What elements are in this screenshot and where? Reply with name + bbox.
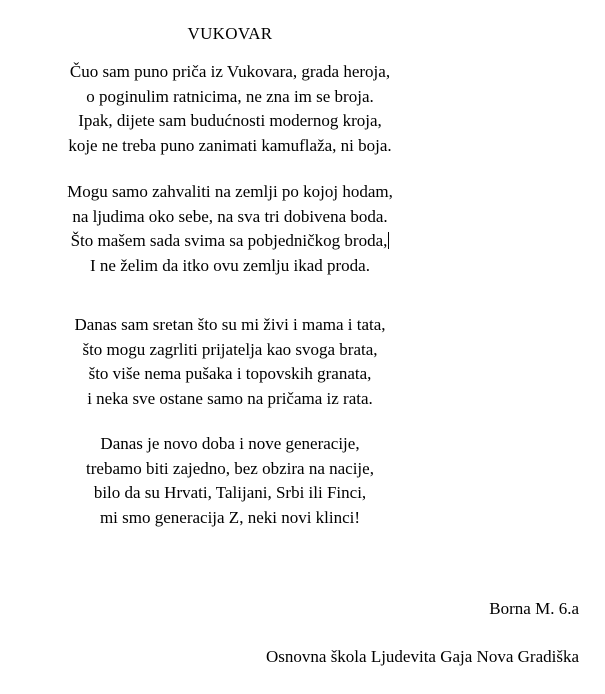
poem-line: Danas je novo doba i nove generacije, (100, 434, 360, 453)
stanza-4 (0, 432, 460, 530)
poem-line: što više nema pušaka i topovskih granata, (88, 364, 372, 383)
poem-line: koje ne treba puno zanimati kamuflaža, ni boja. (68, 135, 392, 155)
poem-line-with-cursor[interactable] (0, 229, 460, 254)
poem-line: mi smo generacija Z, neki novi klinci! (99, 507, 361, 527)
poem-line: Mogu samo zahvaliti na zemlji po kojoj hodam, (67, 182, 393, 201)
poem-line: na ljudima oko sebe, na sva tri dobivena boda. (72, 206, 388, 226)
stanza-3 (0, 313, 460, 411)
author-signature: Borna M. 6.a (489, 599, 579, 618)
poem-line: Danas sam sretan što su mi živi i mama i tata, (74, 315, 386, 334)
stanza-1 (0, 60, 460, 158)
poem-line: bilo da su Hrvati, Talijani, Srbi ili Finci, (93, 483, 367, 502)
poem-line: o poginulim ratnicima, ne zna im se broja. (86, 86, 374, 106)
stanza-2 (0, 180, 460, 278)
poem-line: što mogu zagrliti prijatelja kao svoga brata, (82, 339, 378, 359)
poem-title: VUKOVAR (187, 24, 273, 43)
text-cursor (388, 232, 389, 249)
poem-line: i neka sve ostane samo na pričama iz rata. (87, 388, 373, 408)
poem-line: Čuo sam puno priča iz Vukovara, grada heroja, (69, 62, 391, 81)
poem-line: I ne želim da itko ovu zemlju ikad proda. (90, 255, 370, 275)
school-name: Osnovna škola Ljudevita Gaja Nova Gradiška (266, 647, 579, 666)
poem-line-text: Što mašem sada svima sa pobjedničkog broda, (70, 231, 388, 250)
poem-line: trebamo biti zajedno, bez obzira na nacije, (86, 458, 374, 478)
poem-line: Ipak, dijete sam budućnosti modernog kroja, (78, 111, 382, 130)
